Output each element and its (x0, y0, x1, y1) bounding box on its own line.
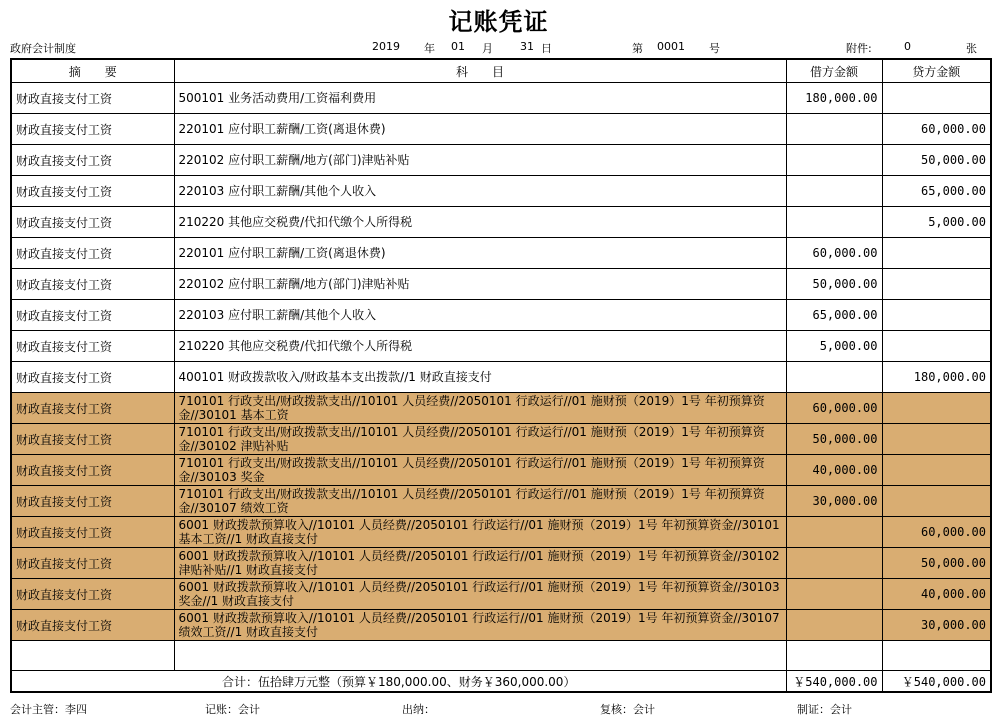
entry-credit: 50,000.00 (882, 145, 991, 176)
entry-subject: 500101 业务活动费用/工资福利费用 (174, 83, 786, 114)
entry-debit (786, 610, 882, 641)
entry-subject: 6001 财政拨款预算收入//10101 人员经费//2050101 行政运行//01 施财预（2019）1号 年初预算资金//30101 基本工资//1 财政直接支付 (174, 517, 786, 548)
accounting-supervisor: 会计主管：李四 (10, 703, 87, 716)
voucher-entry-row (11, 238, 991, 269)
voucher-entry-row (11, 517, 991, 548)
entry-credit: 60,000.00 (882, 517, 991, 548)
entry-summary: 财政直接支付工资 (11, 331, 174, 362)
voucher-entry-row (11, 176, 991, 207)
voucher-entry-row (11, 579, 991, 610)
entry-summary: 财政直接支付工资 (11, 207, 174, 238)
entry-subject: 210220 其他应交税费/代扣代缴个人所得税 (174, 331, 786, 362)
entry-credit (882, 486, 991, 517)
entry-debit: 50,000.00 (786, 424, 882, 455)
entry-debit: 65,000.00 (786, 300, 882, 331)
voucher-entry-row (11, 83, 991, 114)
entry-subject: 220101 应付职工薪酬/工资(离退休费) (174, 114, 786, 145)
entry-subject: 710101 行政支出/财政拨款支出//10101 人员经费//2050101 行政运行//01 施财预（2019）1号 年初预算资金//30107 绩效工资 (174, 486, 786, 517)
entry-credit: 60,000.00 (882, 114, 991, 145)
entry-subject: 710101 行政支出/财政拨款支出//10101 人员经费//2050101 行政运行//01 施财预（2019）1号 年初预算资金//30101 基本工资 (174, 393, 786, 424)
entry-summary: 财政直接支付工资 (11, 486, 174, 517)
entry-debit (786, 548, 882, 579)
month-unit: 月 (482, 42, 493, 55)
subject-column-header: 科 目 (174, 59, 786, 83)
entry-summary: 财政直接支付工资 (11, 362, 174, 393)
entry-credit (882, 300, 991, 331)
entry-subject: 6001 财政拨款预算收入//10101 人员经费//2050101 行政运行//01 施财预（2019）1号 年初预算资金//30102 津贴补贴//1 财政直接支付 (174, 548, 786, 579)
entry-summary: 财政直接支付工资 (11, 455, 174, 486)
entry-summary: 财政直接支付工资 (11, 238, 174, 269)
entry-subject: 220102 应付职工薪酬/地方(部门)津贴补贴 (174, 145, 786, 176)
preparer: 制证：会计 (797, 703, 852, 716)
entry-summary: 财政直接支付工资 (11, 300, 174, 331)
entry-credit (882, 424, 991, 455)
attachment-label: 附件: (846, 42, 872, 55)
voucher-entry-row (11, 548, 991, 579)
entry-subject: 710101 行政支出/财政拨款支出//10101 人员经费//2050101 行政运行//01 施财预（2019）1号 年初预算资金//30102 津贴补贴 (174, 424, 786, 455)
voucher-entry-row (11, 300, 991, 331)
entry-subject: 220103 应付职工薪酬/其他个人收入 (174, 300, 786, 331)
entry-debit (786, 145, 882, 176)
entry-subject: 220101 应付职工薪酬/工资(离退休费) (174, 238, 786, 269)
entry-credit (882, 331, 991, 362)
entry-debit: 5,000.00 (786, 331, 882, 362)
entry-debit: 60,000.00 (786, 393, 882, 424)
entry-credit: 40,000.00 (882, 579, 991, 610)
voucher-entry-row (11, 486, 991, 517)
entry-summary: 财政直接支付工资 (11, 579, 174, 610)
total-label: 合计：伍拾肆万元整（预算￥180,000.00、财务￥360,000.00） (11, 671, 786, 693)
entry-credit: 180,000.00 (882, 362, 991, 393)
entry-debit (786, 579, 882, 610)
entry-debit (786, 362, 882, 393)
voucher-entry-row (11, 393, 991, 424)
entry-subject: 710101 行政支出/财政拨款支出//10101 人员经费//2050101 行政运行//01 施财预（2019）1号 年初预算资金//30103 奖金 (174, 455, 786, 486)
blank-row (11, 641, 991, 671)
entry-subject: 210220 其他应交税费/代扣代缴个人所得税 (174, 207, 786, 238)
entry-credit: 65,000.00 (882, 176, 991, 207)
entry-credit: 5,000.00 (882, 207, 991, 238)
entry-debit: 30,000.00 (786, 486, 882, 517)
entry-debit: 60,000.00 (786, 238, 882, 269)
entry-summary: 财政直接支付工资 (11, 269, 174, 300)
debit-column-header: 借方金额 (786, 59, 882, 83)
entry-credit (882, 393, 991, 424)
entry-summary: 财政直接支付工资 (11, 424, 174, 455)
voucher-entry-row (11, 331, 991, 362)
total-credit: ￥540,000.00 (882, 671, 991, 693)
entry-debit (786, 207, 882, 238)
blank-cell (11, 641, 174, 671)
entry-summary: 财政直接支付工资 (11, 548, 174, 579)
voucher-entry-row (11, 362, 991, 393)
blank-cell (786, 641, 882, 671)
entry-summary: 财政直接支付工资 (11, 610, 174, 641)
entry-credit (882, 269, 991, 300)
entry-debit (786, 517, 882, 548)
voucher-table (10, 58, 992, 693)
entry-summary: 财政直接支付工资 (11, 517, 174, 548)
entry-credit (882, 83, 991, 114)
entry-summary: 财政直接支付工资 (11, 393, 174, 424)
total-row (11, 671, 991, 693)
summary-column-header: 摘 要 (11, 59, 174, 83)
year-unit: 年 (424, 42, 435, 55)
voucher-entry-row (11, 145, 991, 176)
voucher-no-label: 第 (632, 42, 643, 55)
voucher-month: 01 (451, 40, 465, 53)
entry-subject: 220102 应付职工薪酬/地方(部门)津贴补贴 (174, 269, 786, 300)
voucher-entry-row (11, 207, 991, 238)
bookkeeper: 记账：会计 (205, 703, 260, 716)
entry-subject: 400101 财政拨款收入/财政基本支出拨款//1 财政直接支付 (174, 362, 786, 393)
entry-summary: 财政直接支付工资 (11, 176, 174, 207)
entry-credit: 50,000.00 (882, 548, 991, 579)
voucher-day: 31 (520, 40, 534, 53)
voucher-title: 记账凭证 (448, 8, 549, 36)
entry-debit (786, 176, 882, 207)
voucher-entry-row (11, 455, 991, 486)
credit-column-header: 贷方金额 (882, 59, 991, 83)
voucher-no-unit: 号 (709, 42, 720, 55)
reviewer: 复核：会计 (600, 703, 655, 716)
voucher-entry-row (11, 610, 991, 641)
table-header-row (11, 59, 991, 83)
entry-subject: 6001 财政拨款预算收入//10101 人员经费//2050101 行政运行//01 施财预（2019）1号 年初预算资金//30103 奖金//1 财政直接支付 (174, 579, 786, 610)
voucher-entry-row (11, 424, 991, 455)
attachment-count: 0 (904, 40, 911, 53)
cashier: 出纳： (402, 703, 435, 716)
entry-credit (882, 238, 991, 269)
entry-summary: 财政直接支付工资 (11, 83, 174, 114)
blank-cell (174, 641, 786, 671)
accounting-system: 政府会计制度 (10, 42, 76, 55)
blank-cell (882, 641, 991, 671)
entry-credit: 30,000.00 (882, 610, 991, 641)
voucher-no: 0001 (657, 40, 685, 53)
entry-credit (882, 455, 991, 486)
entry-debit: 50,000.00 (786, 269, 882, 300)
day-unit: 日 (541, 42, 552, 55)
entry-summary: 财政直接支付工资 (11, 114, 174, 145)
entry-subject: 220103 应付职工薪酬/其他个人收入 (174, 176, 786, 207)
entry-debit: 180,000.00 (786, 83, 882, 114)
voucher-entry-row (11, 114, 991, 145)
voucher-year: 2019 (372, 40, 400, 53)
entry-debit (786, 114, 882, 145)
entry-subject: 6001 财政拨款预算收入//10101 人员经费//2050101 行政运行//01 施财预（2019）1号 年初预算资金//30107 绩效工资//1 财政直接支付 (174, 610, 786, 641)
total-debit: ￥540,000.00 (786, 671, 882, 693)
entry-debit: 40,000.00 (786, 455, 882, 486)
attachment-unit: 张 (966, 42, 977, 55)
entry-summary: 财政直接支付工资 (11, 145, 174, 176)
voucher-entry-row (11, 269, 991, 300)
